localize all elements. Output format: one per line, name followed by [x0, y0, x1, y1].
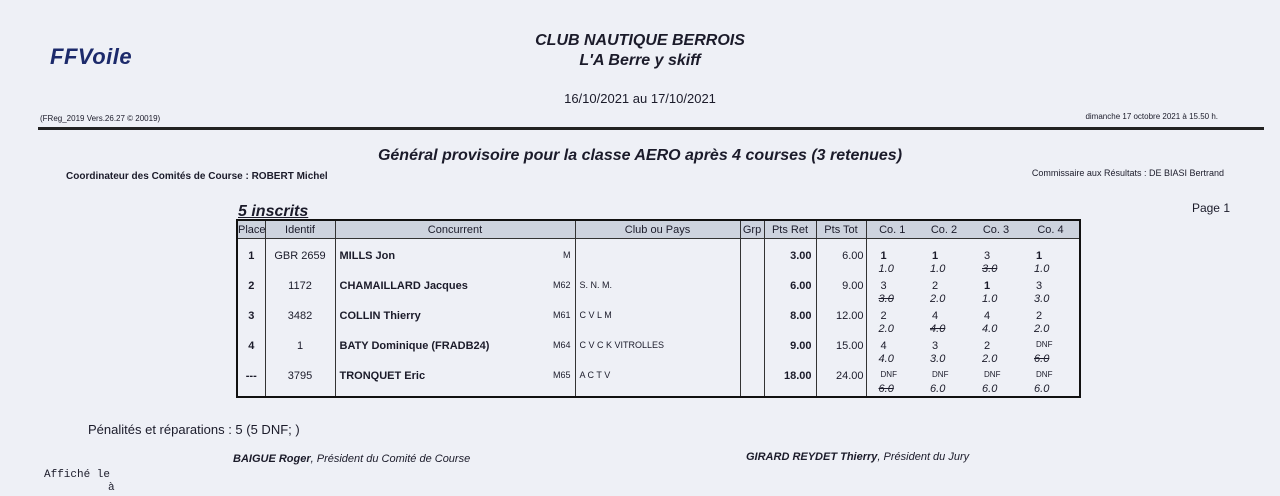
points-retained: 3.00	[764, 247, 816, 277]
race-1-points: 4.0	[878, 353, 894, 365]
race-2-rank: 3	[932, 340, 939, 352]
race-1-rank: 1	[880, 250, 887, 262]
place-cell: 3	[237, 307, 265, 337]
place-cell: 1	[237, 247, 265, 277]
col-pts-ret: Pts Ret	[764, 220, 816, 239]
table-header-row	[237, 220, 1080, 239]
race-3-points: 4.0	[982, 323, 998, 335]
table-row	[237, 367, 1080, 383]
race-3-points: 2.0	[982, 353, 998, 365]
col-co1: Co. 1	[866, 220, 918, 239]
spacer-row	[237, 239, 1080, 248]
table-row	[237, 247, 1080, 263]
col-concurrent: Concurrent	[335, 220, 575, 239]
identif-cell: 1	[265, 337, 335, 367]
race-4-points: 2.0	[1034, 323, 1050, 335]
race-1-points: 3.0	[878, 293, 894, 305]
print-timestamp: dimanche 17 octobre 2021 à 15.50 h.	[1085, 112, 1218, 121]
competitor-name: TRONQUET Eric	[339, 370, 426, 382]
identif-cell: 3795	[265, 367, 335, 397]
software-version: (FReg_2019 Vers.26.27 © 20019)	[40, 114, 161, 123]
points-retained: 6.00	[764, 277, 816, 307]
penalties-summary: Pénalités et réparations : 5 (5 DNF; )	[88, 422, 300, 437]
race-4-rank: 2	[1036, 310, 1043, 322]
race-4-points: 6.0	[1034, 353, 1050, 365]
posted-at-label: à	[108, 482, 115, 494]
competitor-name: MILLS Jon	[339, 250, 396, 262]
col-co2: Co. 2	[918, 220, 970, 239]
race-3-rank: 2	[984, 340, 991, 352]
category-cell: M65	[495, 367, 575, 397]
race-3-points: 1.0	[982, 293, 998, 305]
competitor-name: BATY Dominique (FRADB24)	[339, 340, 490, 352]
race-4-points: 6.0	[1034, 383, 1050, 395]
race-1-points: 1.0	[878, 263, 894, 275]
place-cell: ---	[237, 367, 265, 397]
race-3-points: 3.0	[982, 263, 998, 275]
race-2-points: 4.0	[930, 323, 946, 335]
race-3-rank: DNF	[984, 370, 1001, 379]
posted-on-label: Affiché le	[44, 469, 111, 481]
group-cell	[740, 247, 764, 277]
identif-cell: GBR 2659	[265, 247, 335, 277]
race-3-points: 6.0	[982, 383, 998, 395]
group-cell	[740, 307, 764, 337]
club-name: CLUB NAUTIQUE BERROIS	[535, 32, 745, 49]
table-row	[237, 307, 1080, 323]
table-row	[237, 277, 1080, 293]
race-4-rank: DNF	[1036, 370, 1053, 379]
race-4-points: 3.0	[1034, 293, 1050, 305]
group-cell	[740, 337, 764, 367]
points-total: 6.00	[816, 247, 866, 277]
race-2-rank: 4	[932, 310, 939, 322]
race-2-rank: 2	[932, 280, 939, 292]
col-place: Place	[237, 220, 265, 239]
race-2-rank: DNF	[932, 370, 949, 379]
race-3-rank: 1	[984, 280, 991, 292]
table-row	[237, 337, 1080, 353]
place-cell: 2	[237, 277, 265, 307]
results-table	[236, 219, 1081, 398]
category-cell: M61	[495, 307, 575, 337]
race-4-rank: 1	[1036, 250, 1043, 262]
race-committee-president: BAIGUE Roger	[233, 453, 311, 465]
points-total: 24.00	[816, 367, 866, 397]
page-number: Page 1	[1191, 201, 1230, 215]
results-title: Général provisoire pour la classe AERO après 4 courses (3 retenues)	[377, 147, 903, 164]
header-divider	[38, 127, 1264, 130]
jury-role: , Président du Jury	[877, 451, 970, 463]
entries-count: 5 inscrits	[238, 203, 309, 220]
race-1-rank: 2	[880, 310, 887, 322]
race-2-points: 1.0	[930, 263, 946, 275]
identif-cell: 1172	[265, 277, 335, 307]
points-retained: 8.00	[764, 307, 816, 337]
competitor-name: CHAMAILLARD Jacques	[339, 280, 468, 292]
category-cell: M64	[495, 337, 575, 367]
points-total: 9.00	[816, 277, 866, 307]
points-total: 12.00	[816, 307, 866, 337]
col-co4: Co. 4	[1022, 220, 1080, 239]
col-identif: Identif	[265, 220, 335, 239]
race-committee-role: , Président du Comité de Course	[310, 453, 471, 465]
ffvoile-logo: FFVoile	[50, 44, 133, 69]
category-cell: M62	[495, 277, 575, 307]
race-1-rank: 4	[880, 340, 887, 352]
race-2-rank: 1	[932, 250, 939, 262]
results-commissioner: Commissaire aux Résultats : DE BIASI Bertrand	[1031, 168, 1224, 178]
regatta-name: L'A Berre y skiff	[579, 52, 701, 69]
posted-stamp	[44, 469, 115, 495]
points-total: 15.00	[816, 337, 866, 367]
points-retained: 9.00	[764, 337, 816, 367]
group-cell	[740, 367, 764, 397]
points-retained: 18.00	[764, 367, 816, 397]
race-2-points: 2.0	[930, 293, 946, 305]
club-cell	[575, 247, 740, 277]
race-2-points: 6.0	[930, 383, 946, 395]
race-4-points: 1.0	[1034, 263, 1050, 275]
regatta-dates: 16/10/2021 au 17/10/2021	[564, 91, 716, 106]
club-cell: A C T V	[575, 367, 740, 397]
place-cell: 4	[237, 337, 265, 367]
race-1-points: 6.0	[878, 383, 894, 395]
identif-cell: 3482	[265, 307, 335, 337]
competitor-name: COLLIN Thierry	[339, 310, 421, 322]
race-3-rank: 4	[984, 310, 991, 322]
race-4-rank: DNF	[1036, 340, 1053, 349]
jury-president: GIRARD REYDET Thierry	[746, 451, 878, 463]
col-co3: Co. 3	[970, 220, 1022, 239]
race-4-rank: 3	[1036, 280, 1043, 292]
jury-signature	[746, 451, 969, 463]
race-committee-signature	[233, 453, 470, 465]
race-1-rank: DNF	[880, 370, 897, 379]
club-cell: C V C K VITROLLES	[575, 337, 740, 367]
race-3-rank: 3	[984, 250, 991, 262]
race-1-rank: 3	[880, 280, 887, 292]
col-grp: Grp	[740, 220, 764, 239]
race-2-points: 3.0	[930, 353, 946, 365]
group-cell	[740, 277, 764, 307]
club-cell: C V L M	[575, 307, 740, 337]
category-cell: M	[495, 247, 575, 277]
col-pts-tot: Pts Tot	[816, 220, 866, 239]
club-cell: S. N. M.	[575, 277, 740, 307]
race-coordinator: Coordinateur des Comités de Course : ROBERT Michel	[66, 171, 328, 182]
col-club: Club ou Pays	[575, 220, 740, 239]
race-1-points: 2.0	[878, 323, 894, 335]
